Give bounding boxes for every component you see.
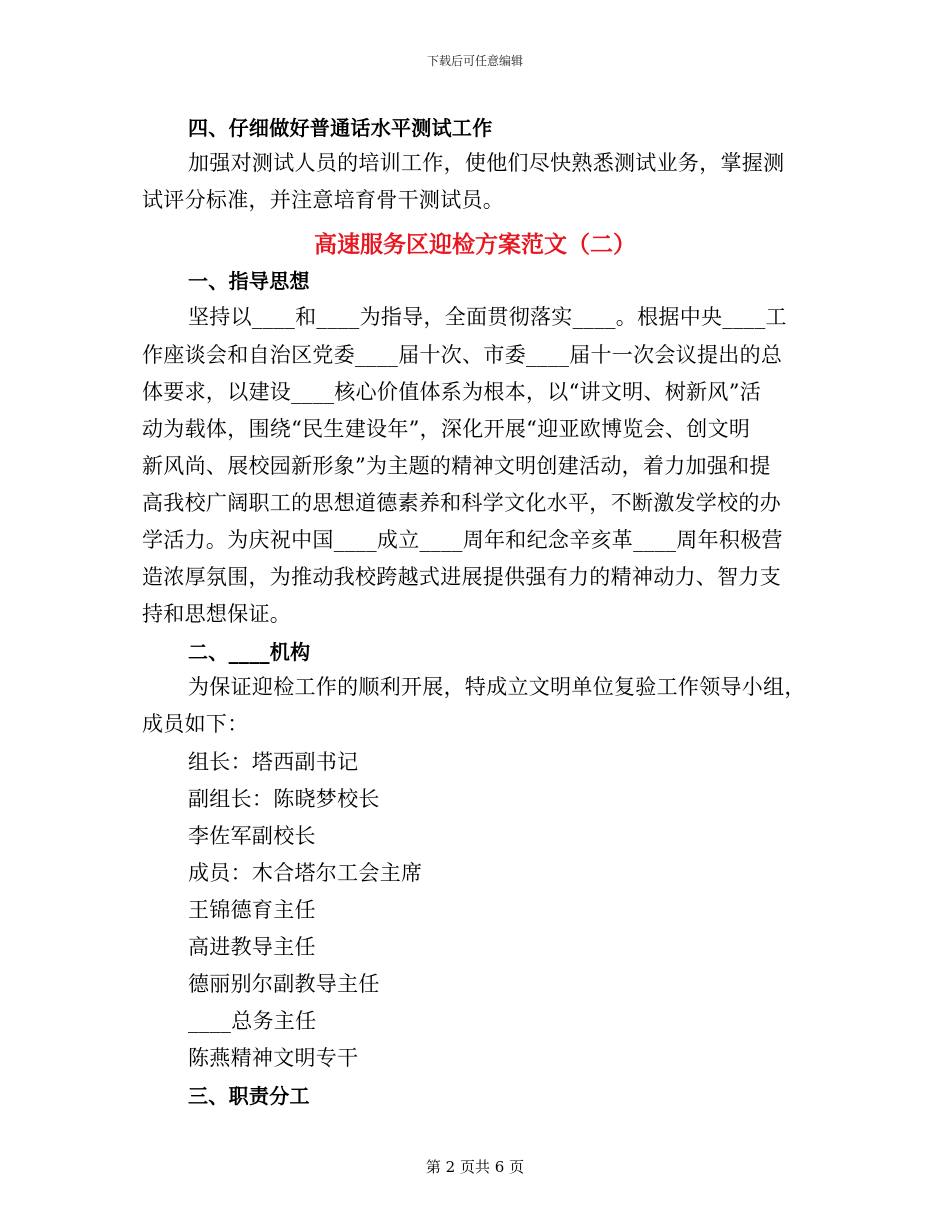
document-title: 高速服务区迎检方案范文（二）: [314, 232, 636, 258]
member-line: 德丽别尔副教导主任: [188, 972, 380, 996]
paragraph-line: 体要求，以建设____核心价值体系为根本，以“讲文明、树新风”活: [142, 380, 762, 404]
paragraph-line: 动为载体，围绕“民生建设年”，深化开展“迎亚欧博览会、创文明: [142, 417, 751, 441]
page-header: 下载后可任意编辑: [426, 54, 523, 68]
paragraph-line: 新风尚、展校园新形象”为主题的精神文明创建活动，着力加强和提: [142, 454, 771, 478]
paragraph-line: 造浓厚氛围，为推动我校跨越式进展提供强有力的精神动力、智力支: [142, 565, 781, 589]
paragraph-line: 成员如下：: [142, 712, 249, 736]
member-line: ____总务主任: [188, 1009, 317, 1033]
section-heading: 一、指导思想: [188, 269, 310, 293]
page-footer: 第 2 页共 6 页: [425, 1158, 525, 1176]
paragraph-line: 坚持以____和____为指导，全面贯彻落实____。根据中央____工: [188, 305, 787, 329]
member-line: 组长：塔西副书记: [188, 750, 359, 774]
paragraph-line: 试评分标准，并注意培育骨干测试员。: [142, 188, 505, 212]
section-heading: 三、职责分工: [188, 1084, 310, 1108]
paragraph-line: 学活力。为庆祝中国____成立____周年和纪念辛亥革____周年积极营: [142, 528, 783, 552]
member-line: 王锦德育主任: [188, 898, 316, 922]
member-line: 李佐军副校长: [188, 824, 316, 848]
section-heading: 二、____机构: [188, 640, 311, 664]
section-heading: 四、仔细做好普通话水平测试工作: [188, 116, 493, 140]
member-line: 副组长：陈晓梦校长: [188, 787, 380, 811]
member-line: 高进教导主任: [188, 935, 316, 959]
member-line: 成员：木合塔尔工会主席: [188, 861, 423, 885]
member-line: 陈燕精神文明专干: [188, 1046, 359, 1070]
paragraph-line: 作座谈会和自治区党委____届十次、市委____届十一次会议提出的总: [142, 343, 783, 367]
paragraph-line: 为保证迎检工作的顺利开展，特成立文明单位复验工作领导小组，: [188, 675, 806, 699]
paragraph-line: 高我校广阔职工的思想道德素养和科学文化水平，不断激发学校的办: [142, 491, 781, 515]
paragraph-line: 加强对测试人员的培训工作，使他们尽快熟悉测试业务，掌握测: [188, 151, 785, 175]
paragraph-line: 持和思想保证。: [142, 602, 292, 626]
